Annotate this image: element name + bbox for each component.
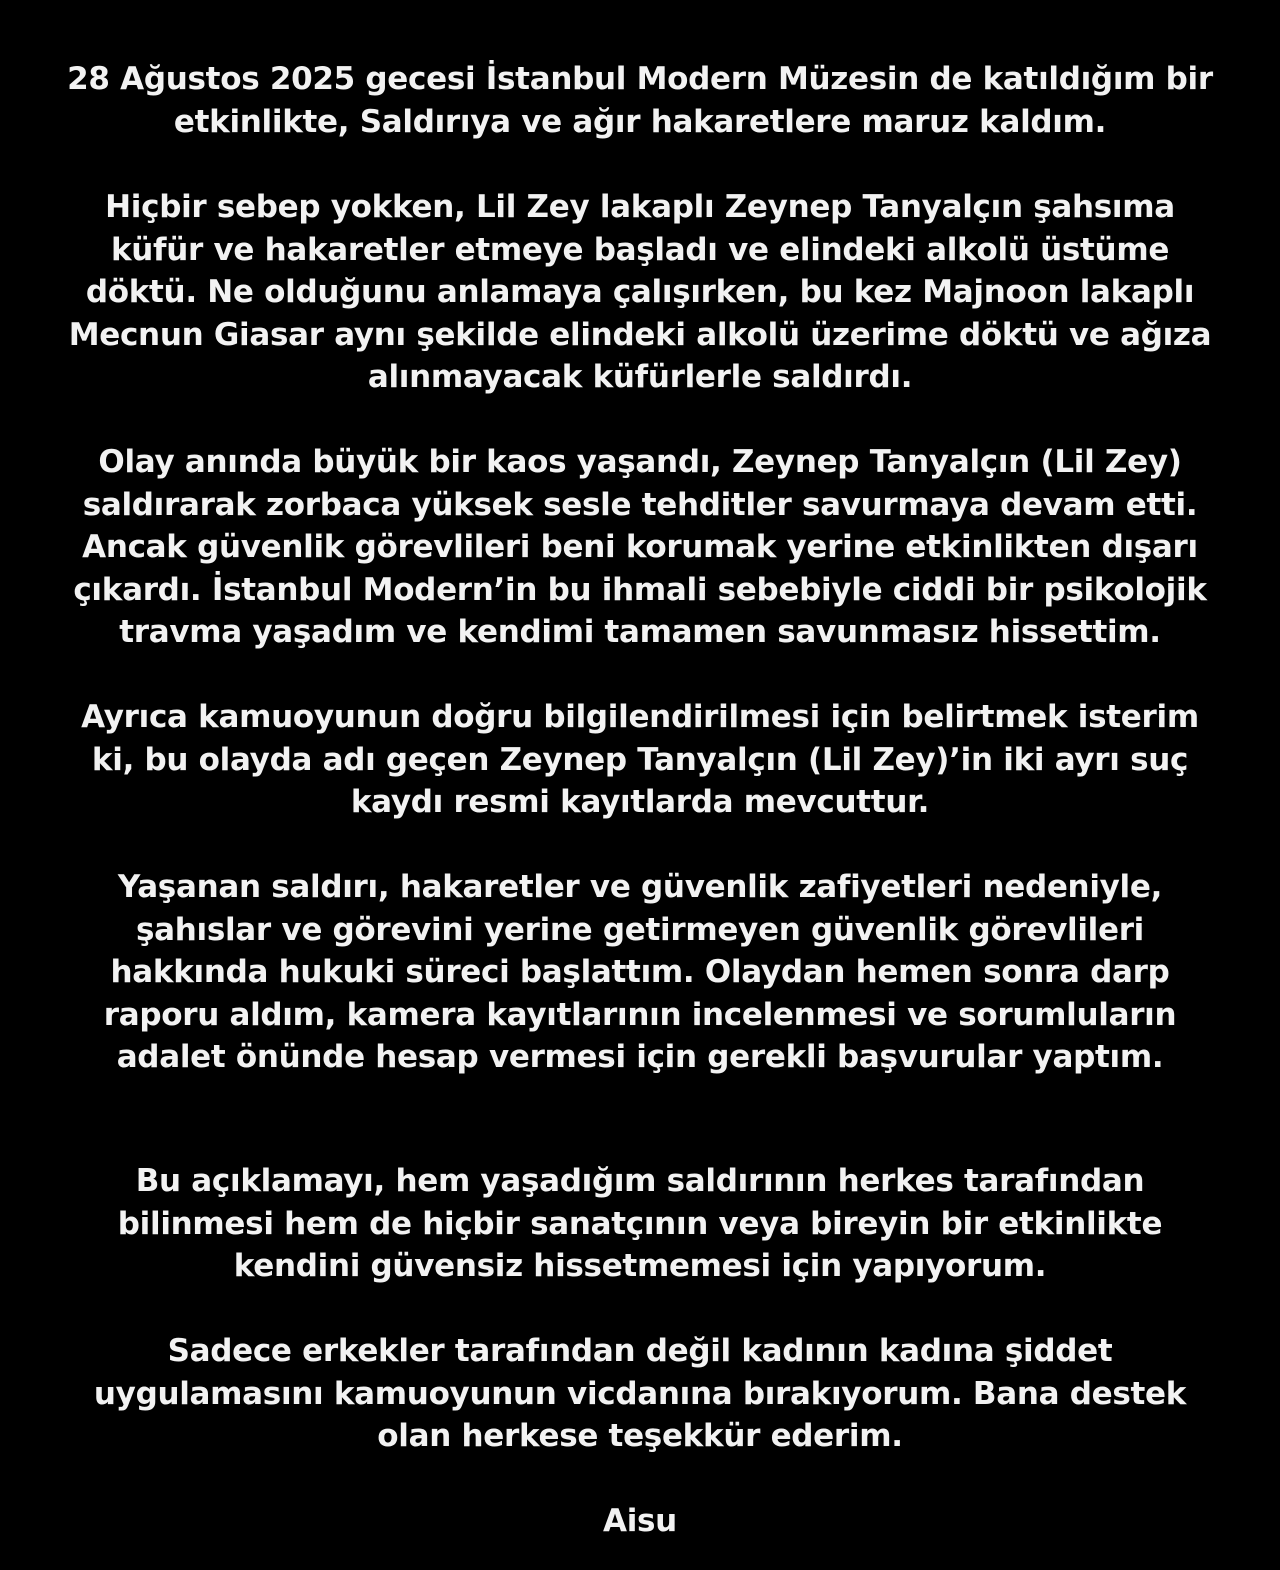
- statement-paragraph-1: [60, 58, 1220, 143]
- signature: [60, 1500, 1220, 1543]
- text-line: olan herkese teşekkür ederim.: [377, 1418, 903, 1454]
- text-line: Ancak güvenlik görevlileri beni korumak yerine etkinlikten dışarı: [82, 529, 1198, 565]
- text-line: Ayrıca kamuoyunun doğru bilgilendirilmesi için belirtmek isterim: [81, 699, 1199, 735]
- text-line: Mecnun Giasar aynı şekilde elindeki alkolü üzerime döktü ve ağıza: [68, 316, 1212, 353]
- text-line: Hiçbir sebep yokken, Lil Zey lakaplı Zeynep Tanyalçın şahsıma: [105, 189, 1175, 225]
- text-line: bilinmesi hem de hiçbir sanatçının veya bireyin bir etkinlikte: [117, 1205, 1163, 1242]
- statement-paragraph-6: [60, 1160, 1220, 1288]
- text-line: raporu aldım, kamera kayıtlarının incelenmesi ve sorumluların: [103, 996, 1177, 1033]
- text-line: kendini güvensiz hissetmemesi için yapıyorum.: [233, 1248, 1047, 1284]
- text-line: ki, bu olayda adı geçen Zeynep Tanyalçın (Lil Zey)’in iki ayrı suç: [91, 741, 1189, 778]
- text-line: 28 Ağustos 2025 gecesi İstanbul Modern Müzesin de katıldığım bir: [67, 61, 1213, 97]
- text-line: küfür ve hakaretler etmeye başladı ve elindeki alkolü üstüme: [110, 231, 1170, 268]
- text-line: travma yaşadım ve kendimi tamamen savunmasız hissettim.: [119, 614, 1161, 650]
- statement-paragraph-4: [60, 696, 1220, 824]
- text-line: alınmayacak küfürlerle saldırdı.: [367, 359, 913, 395]
- statement-paragraph-7: [60, 1330, 1220, 1458]
- text-line: döktü. Ne olduğunu anlamaya çalışırken, bu kez Majnoon lakaplı: [85, 274, 1195, 310]
- statement-paragraph-5: [60, 866, 1220, 1079]
- text-line: saldırarak zorbaca yüksek sesle tehditler savurmaya devam etti.: [82, 486, 1198, 523]
- text-line: etkinlikte, Saldırıya ve ağır hakaretlere maruz kaldım.: [173, 103, 1107, 140]
- statement-paragraph-2: [60, 186, 1220, 399]
- text-line: hakkında hukuki süreci başlattım. Olaydan hemen sonra darp: [110, 954, 1170, 990]
- text-line: çıkardı. İstanbul Modern’in bu ihmali sebebiyle ciddi bir psikolojik: [73, 571, 1207, 608]
- text-line: adalet önünde hesap vermesi için gerekli başvurular yaptım.: [116, 1039, 1164, 1075]
- text-line: Yaşanan saldırı, hakaretler ve güvenlik zafiyetleri nedeniyle,: [117, 869, 1163, 905]
- text-line: Olay anında büyük bir kaos yaşandı, Zeynep Tanyalçın (Lil Zey): [98, 444, 1182, 480]
- text-line: Sadece erkekler tarafından değil kadının kadına şiddet: [167, 1333, 1113, 1369]
- text-line: şahıslar ve görevini yerine getirmeyen güvenlik görevlileri: [135, 911, 1145, 948]
- text-line: kaydı resmi kayıtlarda mevcuttur.: [350, 784, 930, 820]
- statement-paragraph-3: [60, 441, 1220, 654]
- text-line: Bu açıklamayı, hem yaşadığım saldırının herkes tarafından: [135, 1163, 1145, 1199]
- signature-text: Aisu: [603, 1503, 677, 1539]
- text-line: uygulamasını kamuoyunun vicdanına bırakıyorum. Bana destek: [93, 1375, 1187, 1412]
